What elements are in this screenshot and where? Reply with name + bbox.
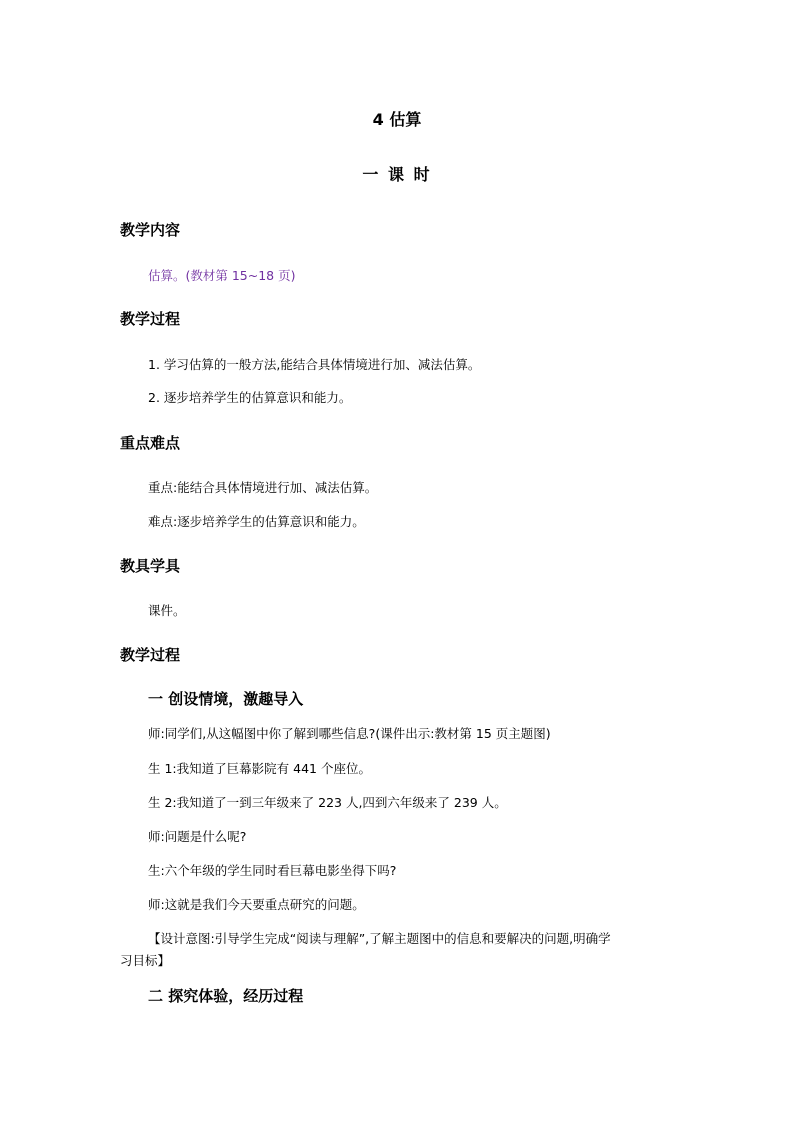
dialogue-line: 师:同学们,从这幅图中你了解到哪些信息?(课件出示:教材第 15 页主题图) [148, 726, 551, 741]
difficult-point-text: 难点:逐步培养学生的估算意识和能力。 [148, 514, 365, 529]
document-title: 4 估算 [372, 110, 422, 129]
heading-teaching-content: 教学内容 [120, 221, 181, 239]
dialogue-line: 师:这就是我们今天要重点研究的问题。 [148, 897, 365, 912]
key-point-text: 重点:能结合具体情境进行加、减法估算。 [148, 480, 378, 495]
lesson-subtitle: 一 课 时 [362, 165, 432, 184]
teaching-content-text: 估算。(教材第 15~18 页) [148, 268, 296, 283]
part-one-heading: 一 创设情境，激趣导入 [148, 690, 304, 708]
design-note-line2: 习目标】 [120, 953, 171, 968]
teaching-tools-text: 课件。 [148, 603, 186, 618]
dialogue-line: 生 2:我知道了一到三年级来了 223 人,四到六年级来了 239 人。 [148, 795, 507, 810]
dialogue-line: 生 1:我知道了巨幕影院有 441 个座位。 [148, 761, 371, 776]
heading-teaching-process-1: 教学过程 [120, 310, 181, 328]
heading-teaching-tools: 教具学具 [120, 557, 181, 575]
process-item-1: 1. 学习估算的一般方法,能结合具体情境进行加、减法估算。 [148, 357, 481, 372]
dialogue-line: 师:问题是什么呢? [148, 829, 247, 844]
design-note-line1: 【设计意图:引导学生完成“阅读与理解”,了解主题图中的信息和要解决的问题,明确学 [148, 931, 611, 946]
part-two-heading: 二 探究体验，经历过程 [148, 987, 304, 1005]
dialogue-line: 生:六个年级的学生同时看巨幕电影坐得下吗? [148, 863, 397, 878]
process-item-2: 2. 逐步培养学生的估算意识和能力。 [148, 390, 352, 405]
heading-key-difficult: 重点难点 [120, 434, 181, 452]
heading-teaching-process-2: 教学过程 [120, 646, 181, 664]
